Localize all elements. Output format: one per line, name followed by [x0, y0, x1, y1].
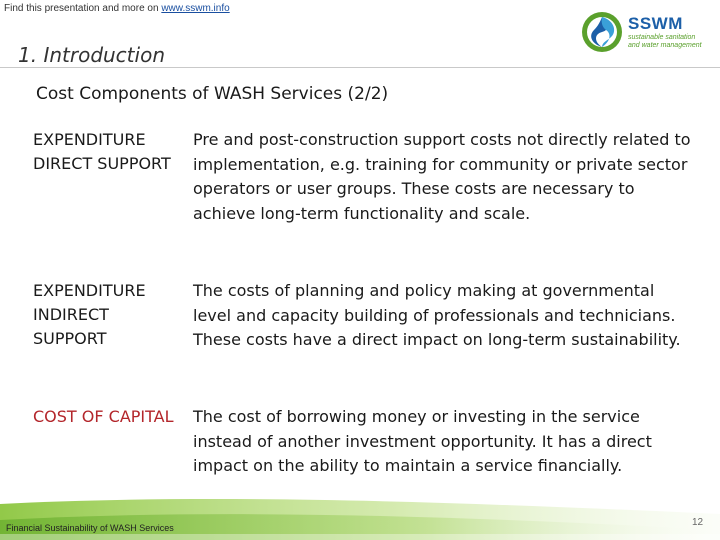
- footer-title: Financial Sustainability of WASH Services: [6, 523, 174, 533]
- promo-text: Find this presentation and more on: [4, 3, 159, 14]
- sswm-logo[interactable]: [580, 6, 720, 58]
- sswm-emblem-icon: [580, 10, 624, 54]
- promo-line: [4, 3, 230, 14]
- term-label: EXPENDITURE INDIRECT SUPPORT: [33, 281, 146, 348]
- logo-tagline: [628, 34, 702, 50]
- logo-wordmark: SSWM: [628, 14, 683, 33]
- section-title: 1. Introduction: [18, 43, 165, 67]
- logo-tagline-line-2: and water management: [628, 42, 702, 49]
- slide-subtitle: Cost Components of WASH Services (2/2): [36, 84, 389, 104]
- term-description: The cost of borrowing money or investing in the service instead of another investment opportunity. It has a direct impact on the ability to maintain a service financially.: [193, 407, 652, 475]
- page-number: 12: [692, 517, 704, 528]
- header-divider: [0, 67, 720, 68]
- logo-tagline-line-1: sustainable sanitation: [628, 34, 696, 41]
- term-description: The costs of planning and policy making at governmental level and capacity building of professionals and technicians. These costs have a direct impact on long-term sustainability.: [193, 281, 681, 349]
- sswm-link[interactable]: www.sswm.info: [161, 3, 230, 14]
- term-description: Pre and post-construction support costs not directly related to implementation, e.g. training for community or private sector operators or user groups. These costs are necessary to achieve long-term functionality and scale.: [193, 130, 691, 223]
- term-label: EXPENDITURE DIRECT SUPPORT: [33, 130, 171, 173]
- term-label: COST OF CAPITAL: [33, 407, 174, 426]
